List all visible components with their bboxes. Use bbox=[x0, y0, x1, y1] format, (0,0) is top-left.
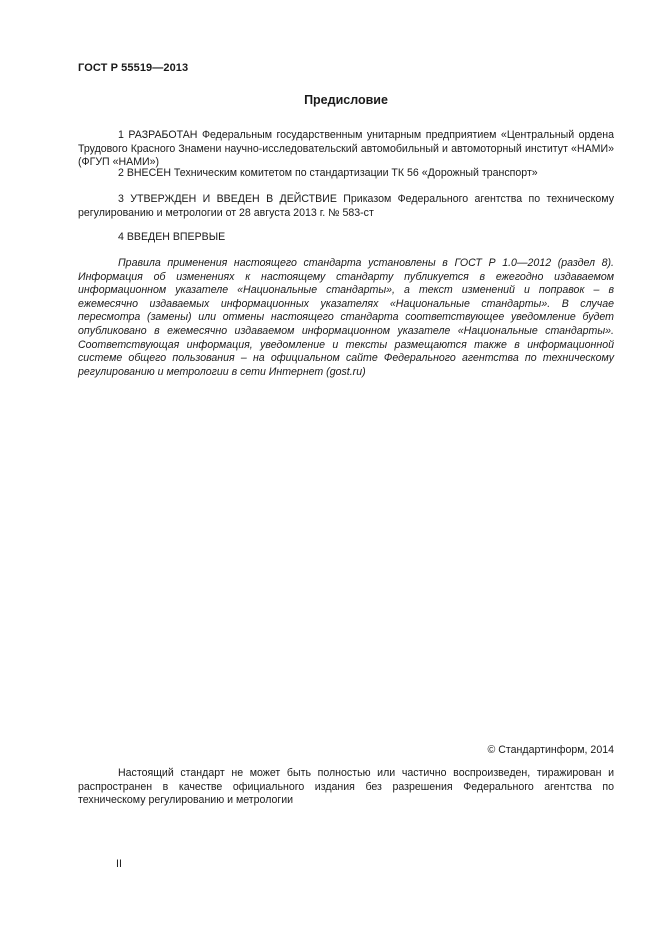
paragraph-developed-by: 1 РАЗРАБОТАН Федеральным государственным унитарным предприятием «Центральный ордена Трудового Красного Знамени научно-исследовательский автомобильный и автомоторный институт «НАМИ» (ФГУП «НАМИ») bbox=[78, 129, 614, 169]
paragraph-introduced-by: 2 ВНЕСЕН Техническим комитетом по стандартизации ТК 56 «Дорожный транспорт» bbox=[118, 167, 538, 179]
paragraph-application-rules: Правила применения настоящего стандарта установлены в ГОСТ Р 1.0—2012 (раздел 8). Информация об изменениях к настоящему стандарту публикуется в ежегодно издаваемом информационном указателе «Национальные стандарты», а текст изменений и поправок – в ежемесячно издаваемых информационных указателях «Национальные стандарты». В случае пересмотра (замены) или отмены настоящего стандарта соответствующее уведомление будет опубликовано в ежемесячно издаваемом информационном указателе «Национальные стандарты». Соответствующая информация, уведомление и тексты размещаются также в информационной системе общего пользования – на официальном сайте Федерального агентства по техническому регулированию и метрологии в сети Интернет (gost.ru) bbox=[78, 257, 614, 378]
reproduction-notice: Настоящий стандарт не может быть полностью или частично воспроизведен, тиражирован и распространен в качестве официального издания без разрешения Федерального агентства по техническому регулированию и метрологии bbox=[78, 767, 614, 807]
copyright-line: © Стандартинформ, 2014 bbox=[487, 744, 614, 756]
page-title: Предисловие bbox=[304, 93, 388, 107]
page-number: II bbox=[116, 858, 122, 870]
paragraph-first-introduced: 4 ВВЕДЕН ВПЕРВЫЕ bbox=[118, 231, 226, 243]
paragraph-approved: 3 УТВЕРЖДЕН И ВВЕДЕН В ДЕЙСТВИЕ Приказом Федерального агентства по техническому регулированию и метрологии от 28 августа 2013 г. № 583-ст bbox=[78, 193, 614, 219]
document-code: ГОСТ Р 55519—2013 bbox=[78, 62, 189, 74]
